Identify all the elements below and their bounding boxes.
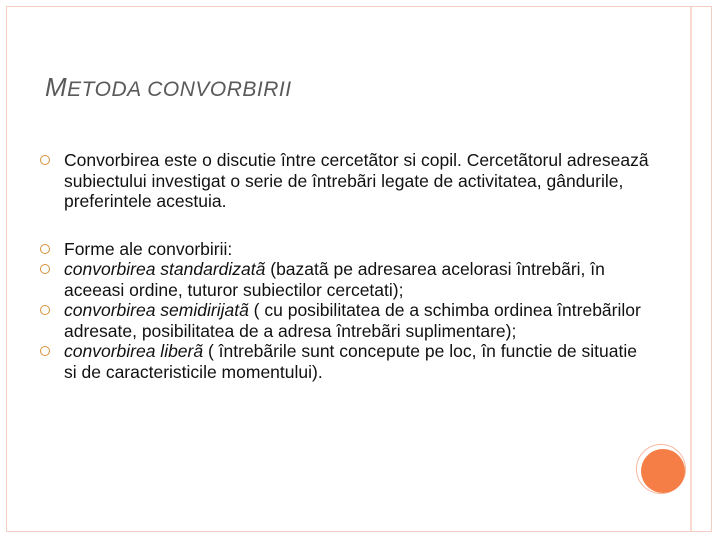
bullet-circle-icon xyxy=(40,346,50,356)
bullet-item xyxy=(40,341,650,382)
slide-side-rule xyxy=(690,7,692,531)
bullet-circle-icon xyxy=(40,244,50,254)
bullet-circle-icon xyxy=(40,155,50,165)
decorative-circle xyxy=(641,449,685,493)
bullet-text: Forme ale convorbirii: xyxy=(64,238,233,259)
bullet-term: convorbirea liberã xyxy=(64,341,204,361)
bullet-term: convorbirea semidirijatã xyxy=(64,300,249,320)
slide-title xyxy=(45,72,292,103)
title-rest: ETODA CONVORBIRII xyxy=(67,78,292,101)
bullet-text: Convorbirea este o discutie între cercetãtor si copil. Cercetãtorul adreseazã subiectului investigat o serie de întrebãri legate de activitatea, gândurile, preferintele acestuia. xyxy=(64,150,649,211)
bullet-text: ( întrebãrile sunt concepute pe loc, în functie de situatie si de caracteristicile momentului). xyxy=(64,341,637,382)
bullet-text: ( cu posibilitatea de a schimba ordinea întrebãrilor adresate, posibilitatea de a adresa întrebãri suplimentare); xyxy=(64,300,641,341)
bullet-item xyxy=(40,259,650,300)
bullet-item xyxy=(40,150,650,212)
bullet-term: convorbirea standardizatã xyxy=(64,259,266,279)
bullet-list xyxy=(40,150,650,382)
bullet-circle-icon xyxy=(40,305,50,315)
bullet-text: (bazatã pe adresarea acelorasi întrebãri, în aceeasi ordine, tuturor subiectilor cercetati); xyxy=(64,259,605,300)
bullet-item xyxy=(40,239,650,260)
bullet-circle-icon xyxy=(40,264,50,274)
title-initial: M xyxy=(45,72,68,102)
bullet-item xyxy=(40,300,650,341)
